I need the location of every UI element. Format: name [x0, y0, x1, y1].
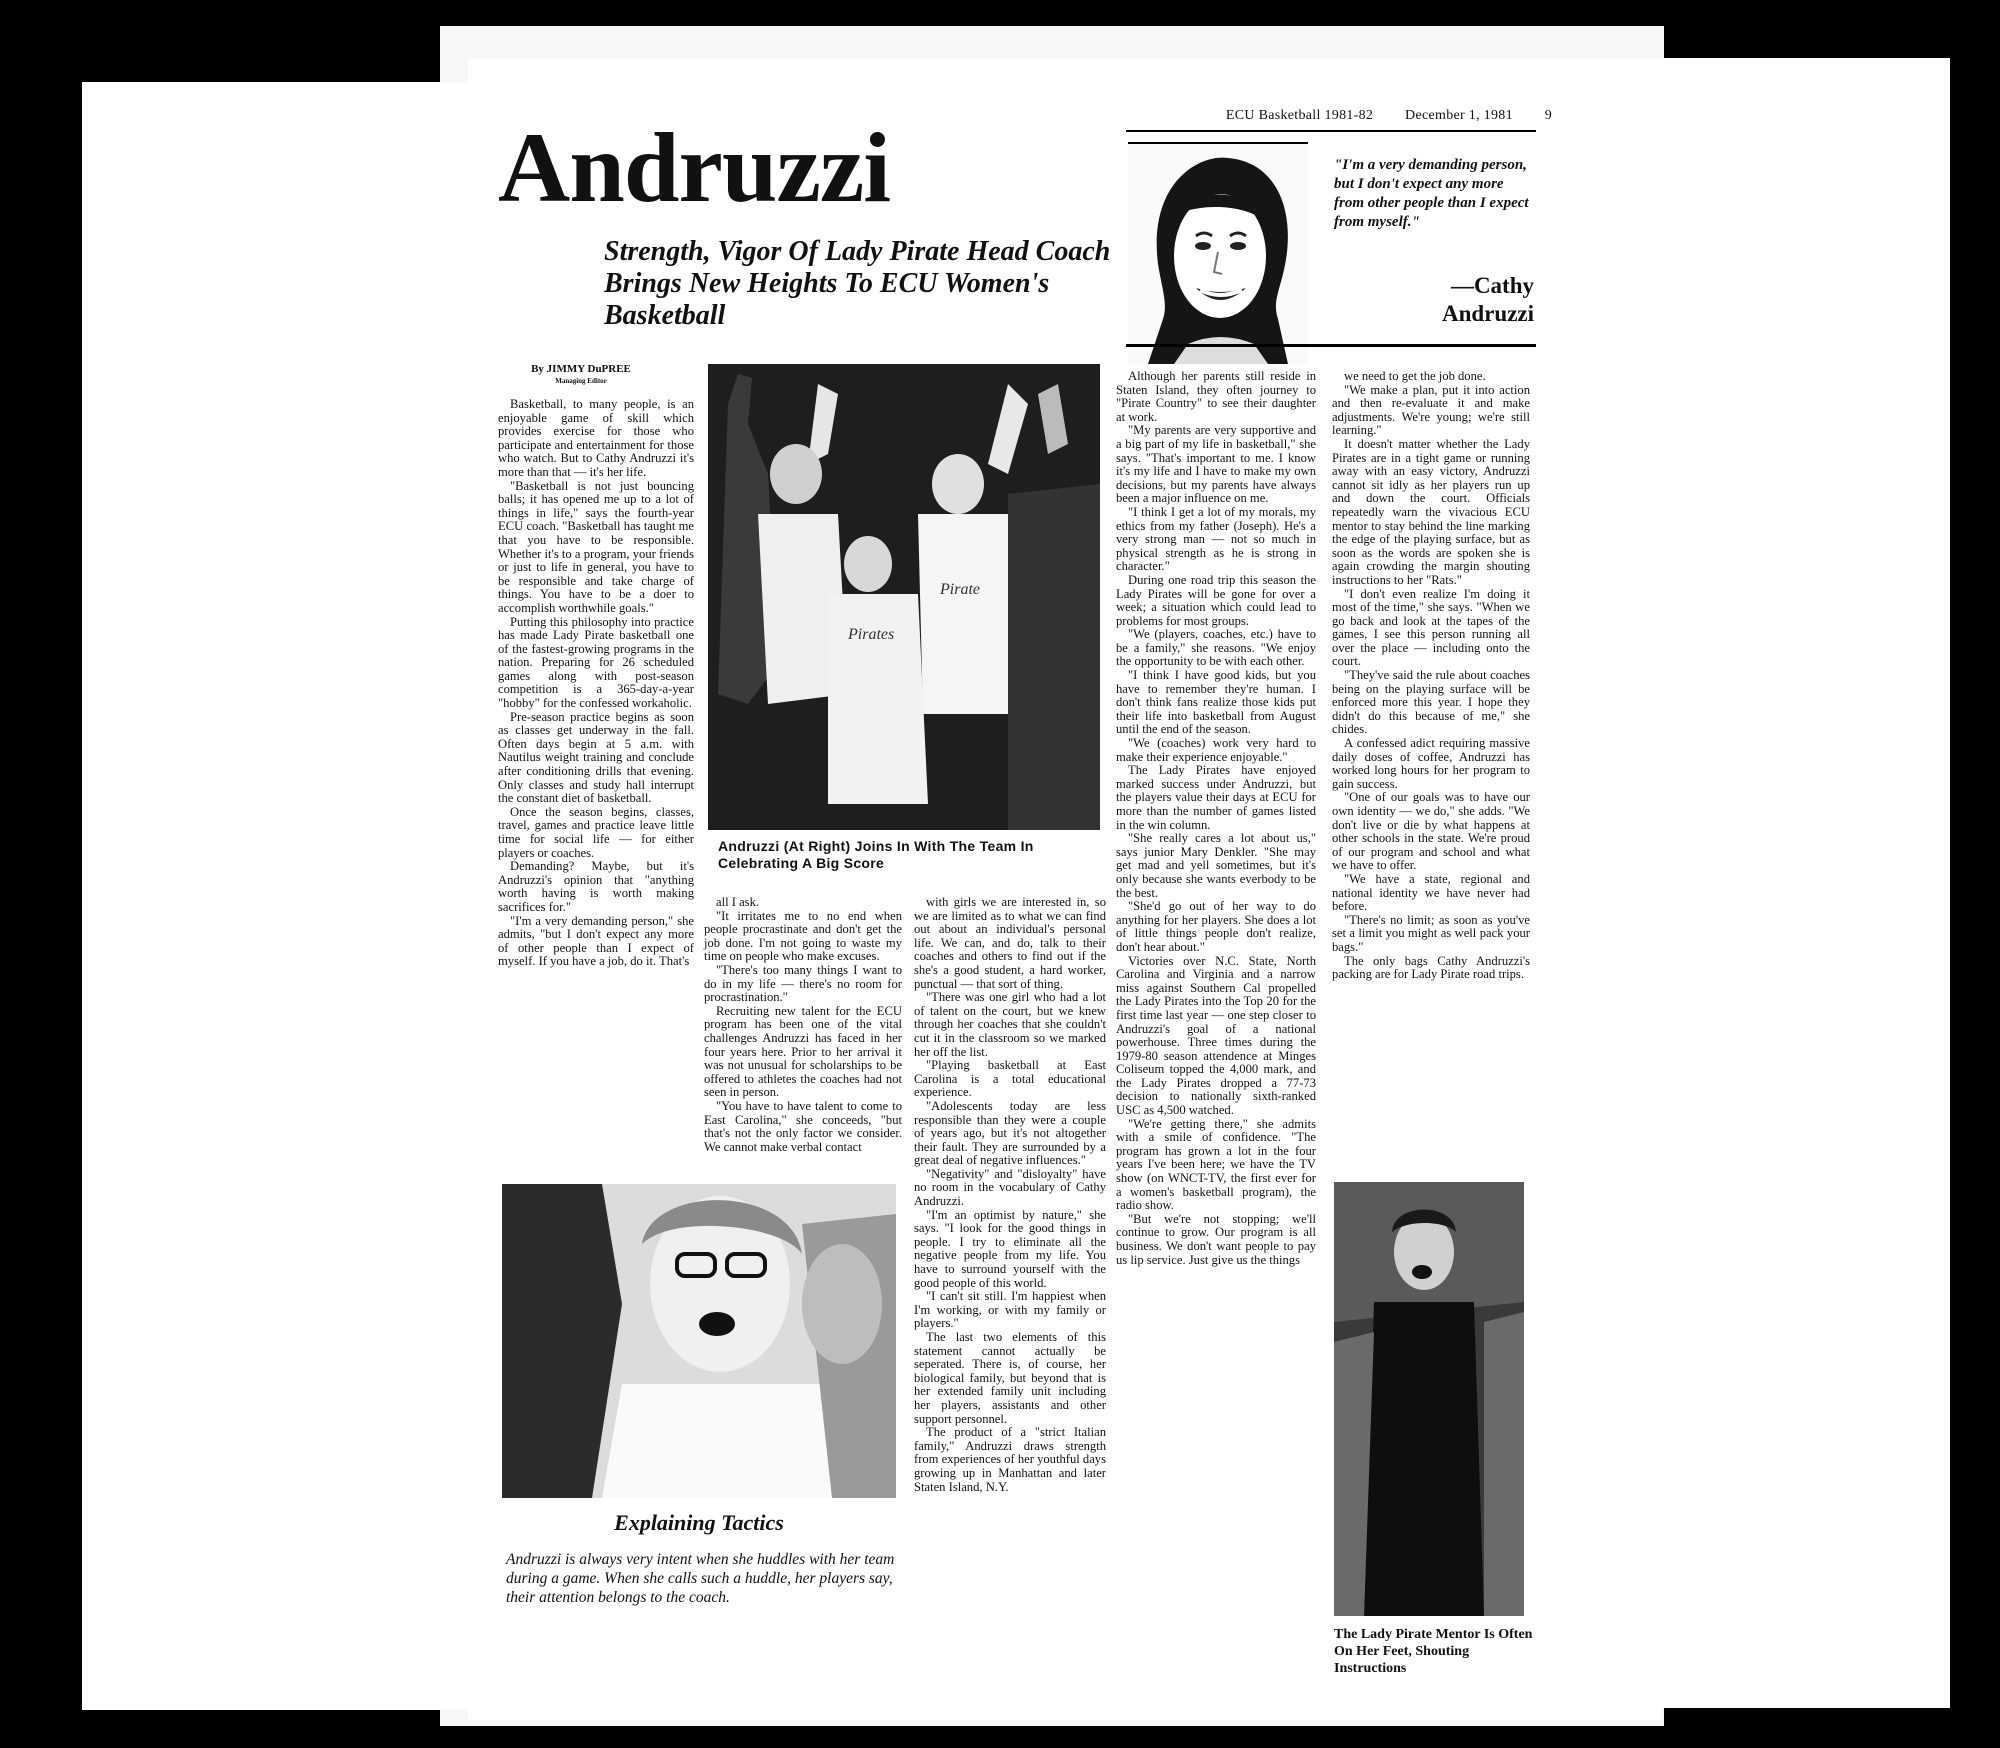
paragraph: A confessed adict requiring massive daily doses of coffee, Andruzzi has worked long hours for her program to gain success. [1332, 736, 1530, 791]
paragraph: The product of a "strict Italian family," Andruzzi draws strength from experiences of her youthful days growing up in Manhattan and later Staten Island, N.Y. [914, 1425, 1106, 1494]
paragraph: "Basketball is not just bouncing balls; it has opened me up to a lot of things in life," says the fourth-year ECU coach. "Basketball has taught me that you have to be responsible. Whether it's to a program, your friends or just to life in general, you have to be responsible and take charge of things. You have to be a doer to accomplish worthwhile goals." [498, 478, 694, 615]
headline: Andruzzi [498, 112, 890, 223]
paragraph: "I think I get a lot of my morals, my ethics from my father (Joseph). He's a very strong man — not so much in physical strength as he is strong in character." [1116, 504, 1316, 574]
right-sheet-edge [1660, 58, 1950, 1708]
celebration-caption: Andruzzi (At Right) Joins In With The Team In Celebrating A Big Score [718, 838, 1034, 871]
byline [526, 363, 636, 387]
paragraph: "I think I have good kids, but you have to remember they're human. I don't think fans realize those kids put their life into basketball from August until the end of the season. [1116, 668, 1316, 737]
subheadline: Strength, Vigor Of Lady Pirate Head Coach Brings New Heights To ECU Women's Basketball [604, 236, 1111, 331]
paragraph: "I'm an optimist by nature," she says. "I look for the good things in people. I try to eliminate all the negative people from my life. You have to surround yourself with the good people of this world. [914, 1207, 1106, 1290]
paragraph: "I'm a very demanding person," she admits, "but I don't expect any more of other people than I expect of myself. If you have a job, do it. That's [498, 913, 694, 969]
paragraph: "My parents are very supportive and a big part of my life in basketball," she says. "That's important to me. I know it's my life and I have to make my own decisions, but my parents have always been a major influence on me. [1116, 423, 1316, 506]
paragraph: "There's too many things I want to do in my life — there's no room for procrastination." [704, 962, 902, 1005]
mentor-image [1334, 1182, 1524, 1616]
portrait-image [1128, 144, 1308, 364]
publication-date: December 1, 1981 [1405, 108, 1513, 123]
page-header [1198, 108, 1552, 124]
paragraph: "We have a state, regional and national identity we have never had before. [1332, 871, 1530, 914]
article-column-4 [1116, 370, 1316, 1267]
paragraph: "They've said the rule about coaches being on the playing surface will be enforced more this year. I hope they didn't do this because of me," she chides. [1332, 668, 1530, 737]
paragraph: "She'd go out of her way to do anything for her players. She does a lot of little things people don't realize, don't hear about." [1116, 899, 1316, 954]
paragraph: "We (coaches) work very hard to make their experience enjoyable." [1116, 736, 1316, 764]
paragraph: "There's no limit; as soon as you've set a limit you might as well pack your bags." [1332, 912, 1530, 954]
article-column-1 [498, 398, 694, 969]
paragraph: "Playing basketball at East Carolina is a total educational experience. [914, 1058, 1106, 1100]
paragraph: Once the season begins, classes, travel, games and practice leave little time for social life — for either players or coaches. [498, 804, 694, 860]
article-column-5 [1332, 370, 1530, 982]
mentor-photo [1334, 1182, 1524, 1616]
paragraph: "One of our goals was to have our own identity — we do," she adds. "We don't live or die by what happens at other schools in the state. We're proud of our program and school and what we have to offer. [1332, 790, 1530, 873]
paragraph: with girls we are interested in, so we are limited as to what we can find out about an individual's personal life. We can, and do, talk to their coaches and others to find out if the she's a good student, a hard worker, punctual — that sort of thing. [914, 895, 1106, 991]
page-number: 9 [1544, 108, 1552, 123]
newspaper-page [468, 58, 1662, 1720]
paragraph: Although her parents still reside in Staten Island, they often journey to "Pirate Country" to see their daughter at work. [1116, 369, 1316, 424]
paragraph: Demanding? Maybe, but it's Andruzzi's opinion that "anything worth having is worth making sacrifices for." [498, 859, 694, 914]
article-column-2 [704, 896, 902, 1154]
paragraph: we need to get the job done. [1344, 369, 1486, 383]
article-column-3 [914, 896, 1106, 1494]
paragraph: Basketball, to many people, is an enjoyable game of skill which provides exercise for those who participate and entertainment for those who watch. But to Cathy Andruzzi it's more than that — it's her life. [498, 397, 694, 479]
pull-quote-attribution: —Cathy Andruzzi [1442, 273, 1534, 326]
left-sheet-edge [82, 82, 502, 1710]
pull-quote: "I'm a very demanding person, but I don't expect any more from other people than I expect from myself." [1334, 157, 1529, 230]
byline-role: Managing Editor [555, 377, 607, 385]
paragraph: The only bags Cathy Andruzzi's packing are for Lady Pirate road trips. [1332, 953, 1530, 982]
tactics-title: Explaining Tactics [614, 1510, 784, 1535]
paragraph: Putting this philosophy into practice has made Lady Pirate basketball one of the fastest-growing programs in the nation. Preparing for 26 scheduled games along with post-season competition is a 365-day-a-year "hobby" for the confessed workaholic. [498, 614, 694, 711]
paragraph: It doesn't matter whether the Lady Pirates are in a tight game or running away with an easy victory, Andruzzi cannot sit idly as her players run up and down the court. Officials repeatedly warn the vivacious ECU mentor to stay behind the line marking the edge of the playing surface, but as soon as the words are spoken she is again crowding the margin shouting instructions to her "Rats." [1332, 436, 1530, 587]
quote-rule [1126, 344, 1536, 347]
celebration-photo [708, 364, 1100, 830]
paragraph: "There was one girl who had a lot of talent on the court, but we knew through her coaches that she couldn't cut it in the classroom so we marked her off the list. [914, 990, 1106, 1059]
paragraph: "We make a plan, put it into action and then re-evaluate it and make adjustments. We're young; we're still learning." [1332, 382, 1530, 438]
publication-name: ECU Basketball 1981-82 [1225, 108, 1374, 123]
header-rule [1126, 130, 1536, 132]
paragraph: The last two elements of this statement cannot actually be seperated. There is, of course, her biological family, but beyond that is her extended family unit including her players, assistants and other support personnel. [914, 1330, 1106, 1426]
celebration-image [708, 364, 1100, 830]
paragraph: "She really cares a lot about us," says junior Mary Denkler. "She may get mad and yell sometimes, but it's only because she wants everbody to be the best. [1116, 831, 1316, 900]
paragraph: "We (players, coaches, etc.) have to be a family," she reasons. "We enjoy the opportunity to be with each other. [1116, 627, 1316, 669]
paragraph: Victories over N.C. State, North Carolina and Virginia and a narrow miss against Southern Cal propelled the Lady Pirates into the Top 20 for the first time last year — one step closer to Andruzzi's goal of a national powerhouse. Three times during the 1979-80 season attendence at Minges Coliseum topped the 4,000 mark, and the Lady Pirates dropped a 77-73 decision to nationally sixth-ranked USC as 4,500 watched. [1116, 953, 1316, 1118]
tactics-image [502, 1184, 896, 1498]
byline-author: By JIMMY DuPREE [531, 363, 631, 375]
paragraph: "But we're not stopping; we'll continue to grow. Our program is all business. We don't want people to pay us lip service. Just give us the things [1116, 1211, 1316, 1267]
paragraph: all I ask. [716, 895, 760, 909]
paragraph: "You have to have talent to come to East Carolina," she conceeds, "but that's not the only factor we consider. We cannot make verbal contact [704, 1098, 902, 1154]
coach-portrait [1128, 142, 1308, 364]
mentor-caption: The Lady Pirate Mentor Is Often On Her Feet, Shouting Instructions [1334, 1627, 1533, 1676]
paragraph: "We're getting there," she admits with a smile of confidence. "The program has grown a lot in the four years I've been here; we have the TV show (on WNCT-TV, the first ever for a women's basketball program), the radio show. [1116, 1116, 1316, 1213]
tactics-photo [502, 1184, 896, 1498]
paragraph: Recruiting new talent for the ECU program has been one of the vital challenges Andruzzi has faced in her four years here. Prior to her arrival it was not unusual for scholarships to be offered to athletes the coaches had not seen in person. [704, 1003, 902, 1100]
paragraph: Pre-season practice begins as soon as classes get underway in the fall. Often days begin at 5 a.m. with Nautilus weight training and conclude after conditioning drills that evening. Only classes and study hall interrupt the constant diet of basketball. [498, 709, 694, 806]
paragraph: The Lady Pirates have enjoyed marked success under Andruzzi, but the players value their days at ECU for more than the number of games listed in the win column. [1116, 763, 1316, 832]
paragraph: "I can't sit still. I'm happiest when I'm working, or with my family or players." [914, 1289, 1106, 1331]
svg-text:Pirates: Pirates [848, 626, 895, 643]
paragraph: "Negativity" and "disloyalty" have no room in the vocabulary of Cathy Andruzzi. [914, 1166, 1106, 1209]
paragraph: "Adolescents today are less responsible than they were a couple of years ago, but it's not altogether their fault. They are surrounded by a great deal of negative influences." [914, 1098, 1106, 1168]
paragraph: During one road trip this season the Lady Pirates will be gone for over a week; a situation which could lead to problems for most groups. [1116, 572, 1316, 628]
paragraph: "I don't even realize I'm doing it most of the time," she says. "When we go back and look at the tapes of the games, I see this person running all over the place — including onto the court. [1332, 586, 1530, 669]
tactics-caption: Andruzzi is always very intent when she huddles with her team during a game. When she calls such a huddle, her players say, their attention belongs to the coach. [506, 1551, 895, 1606]
paragraph: "It irritates me to no end when people procrastinate and don't get the job done. I'm not going to waste my time on people who make excuses. [704, 908, 902, 964]
svg-text:Pirate: Pirate [940, 581, 980, 598]
